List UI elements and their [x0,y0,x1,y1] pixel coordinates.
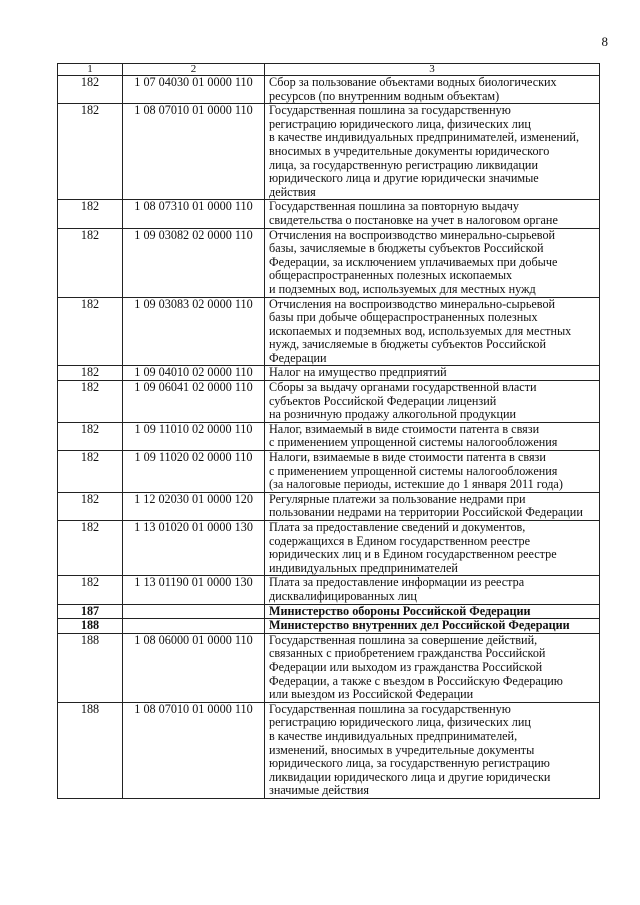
revenue-code-cell: 1 13 01020 01 0000 130 [123,521,265,576]
revenue-name-cell [265,451,600,493]
revenue-name-line: вносимых в учредительные документы юридического [269,143,550,158]
revenue-name-line: Государственная пошлина за совершение действий, [269,632,538,647]
revenue-name-line: Регулярные платежи за пользование недрами при [269,491,526,506]
revenue-name-line: регистрацию юридического лица, физических лиц [269,715,531,730]
admin-code-cell: 182 [58,200,123,228]
admin-code-cell: 182 [58,228,123,297]
revenue-name-line: юридического лица, за государственную регистрацию [269,756,550,771]
table-section-row [58,619,600,634]
table-row [58,702,600,798]
page-number: 8 [601,34,608,49]
revenue-code-cell: 1 08 07010 01 0000 110 [123,104,265,200]
revenue-code-cell: 1 07 04030 01 0000 110 [123,76,265,104]
table-row [58,200,600,228]
revenue-name-line: юридических лиц и в Едином государственном реестре [269,547,557,562]
revenue-name-line: Федерации, а также с въездом в Российскую Федерацию [269,673,563,688]
revenue-name-line: лица, за государственную регистрацию ликвидации [269,157,538,172]
revenue-name-cell [265,702,600,798]
revenue-name-line: Налог, взимаемый в виде стоимости патента в связи [269,421,540,436]
revenue-name-line: с применением упрощенной системы налогообложения [269,463,558,478]
revenue-code-cell: 1 09 04010 02 0000 110 [123,366,265,381]
revenue-name-line: Плата за предоставление сведений и документов, [269,520,526,534]
admin-code-cell: 182 [58,451,123,493]
revenue-code-cell [123,619,265,634]
table-row [58,633,600,702]
revenue-name-line: и подземных вод, используемых для местных нужд [269,281,536,296]
revenue-name-cell [265,297,600,366]
revenue-name-cell [265,76,600,104]
revenue-name-line: общераспространенных полезных ископаемых [269,268,513,283]
table-row [58,521,600,576]
revenue-name-cell [265,228,600,297]
admin-code-cell: 182 [58,381,123,423]
revenue-name-line: Федерации [269,350,327,365]
revenue-name-line: (за налоговые периоды, истекшие до 1 января 2011 года) [269,477,563,492]
revenue-name-line: Государственная пошлина за государственную [269,701,511,716]
admin-code-cell: 182 [58,104,123,200]
table-row [58,492,600,520]
revenue-name-cell [265,366,600,381]
table-row [58,451,600,493]
revenue-name-cell [265,521,600,576]
revenue-code-cell: 1 13 01190 01 0000 130 [123,576,265,604]
revenue-name-line: содержащихся в Едином государственном реестре [269,533,530,548]
revenue-name-line: Министерство внутренних дел Российской Федерации [269,618,570,633]
revenue-code-cell: 1 09 03082 02 0000 110 [123,228,265,297]
revenue-name-cell [265,422,600,450]
table-row [58,366,600,381]
revenue-name-line: Сборы за выдачу органами государственной власти [269,380,537,395]
revenue-code-cell: 1 08 06000 01 0000 110 [123,633,265,702]
revenue-name-cell [265,104,600,200]
revenue-name-line: регистрацию юридического лица, физических лиц [269,116,531,131]
admin-code-cell: 182 [58,576,123,604]
admin-code-cell: 182 [58,297,123,366]
revenue-code-cell: 1 09 11010 02 0000 110 [123,422,265,450]
table-row [58,576,600,604]
table-row [58,228,600,297]
table-header-row [58,64,600,76]
revenue-code-cell: 1 09 06041 02 0000 110 [123,381,265,423]
revenue-name-line: с применением упрощенной системы налогообложения [269,435,558,450]
admin-code-cell: 182 [58,366,123,381]
revenue-name-line: Плата за предоставление информации из реестра [269,575,525,590]
revenue-name-line: Налоги, взимаемые в виде стоимости патента в связи [269,450,546,465]
admin-code-cell: 182 [58,76,123,104]
revenue-code-cell: 1 08 07010 01 0000 110 [123,702,265,798]
revenue-name-line: Отчисления на воспроизводство минерально-сырьевой [269,296,556,311]
revenue-name-line: Налог на имущество предприятий [269,365,447,380]
revenue-code-cell: 1 12 02030 01 0000 120 [123,492,265,520]
admin-code-cell: 188 [58,633,123,702]
revenue-name-line: Федерации или выходом из гражданства Российской [269,659,543,674]
revenue-name-line: в качестве индивидуальных предпринимателей, изменений, [269,130,580,145]
revenue-name-line: Федерации, за исключением уплачиваемых при добыче [269,254,558,269]
revenue-name-cell [265,492,600,520]
admin-code-cell: 188 [58,619,123,634]
revenue-name-line: ископаемых и подземных вод, используемых для местных [269,323,572,338]
revenue-name-line: действия [269,184,316,199]
revenue-code-cell [123,604,265,619]
revenue-name-line: субъектов Российской Федерации лицензий [269,393,497,408]
revenue-name-line: Государственная пошлина за повторную выдачу [269,199,519,214]
revenue-name-line: базы при добыче общераспространенных полезных [269,310,538,325]
table-row [58,422,600,450]
revenue-name-line: ликвидации юридического лица и другие юридически [269,769,551,784]
table-body [58,64,600,799]
revenue-code-cell: 1 08 07310 01 0000 110 [123,200,265,228]
revenue-name-line: индивидуальных предпринимателей [269,560,458,575]
admin-code-cell: 182 [58,492,123,520]
column-header-2: 2 [123,64,265,76]
table-row [58,104,600,200]
revenue-classification-table [57,63,600,799]
admin-code-cell: 182 [58,422,123,450]
admin-code-cell: 187 [58,604,123,619]
revenue-name-line: или выездом из Российской Федерации [269,687,474,702]
revenue-name-line: Государственная пошлина за государственную [269,103,511,118]
revenue-name-line: на розничную продажу алкогольной продукции [269,407,517,422]
revenue-name-cell [265,200,600,228]
revenue-name-line: Отчисления на воспроизводство минерально-сырьевой [269,227,556,242]
revenue-name-cell [265,604,600,619]
revenue-name-line: связанных с приобретением гражданства Российской [269,646,546,661]
revenue-name-line: изменений, вносимых в учредительные документы [269,742,535,757]
revenue-name-line: Сбор за пользование объектами водных биологических [269,75,557,89]
revenue-code-cell: 1 09 03083 02 0000 110 [123,297,265,366]
revenue-name-line: пользовании недрами на территории Российской Федерации [269,505,583,520]
column-header-3: 3 [265,64,600,76]
revenue-name-line: юридического лица и другие юридически значимые [269,171,539,186]
admin-code-cell: 188 [58,702,123,798]
revenue-name-line: дисквалифицированных лиц [269,588,417,603]
admin-code-cell: 182 [58,521,123,576]
revenue-name-line: ресурсов (по внутренним водным объектам) [269,88,500,103]
table-row [58,76,600,104]
revenue-name-line: Министерство обороны Российской Федерации [269,603,531,618]
revenue-name-line: значимые действия [269,783,370,798]
revenue-name-line: базы, зачисляемые в бюджеты субъектов Российской [269,241,544,256]
revenue-name-line: нужд, зачисляемые в бюджеты субъектов Российской [269,337,547,352]
revenue-code-cell: 1 09 11020 02 0000 110 [123,451,265,493]
revenue-name-cell [265,381,600,423]
revenue-name-cell [265,619,600,634]
revenue-name-line: свидетельства о постановке на учет в налоговом органе [269,212,558,227]
column-header-1: 1 [58,64,123,76]
revenue-name-line: в качестве индивидуальных предпринимателей, [269,728,518,743]
revenue-name-cell [265,633,600,702]
revenue-name-cell [265,576,600,604]
table-row [58,381,600,423]
table-row [58,297,600,366]
table-section-row [58,604,600,619]
